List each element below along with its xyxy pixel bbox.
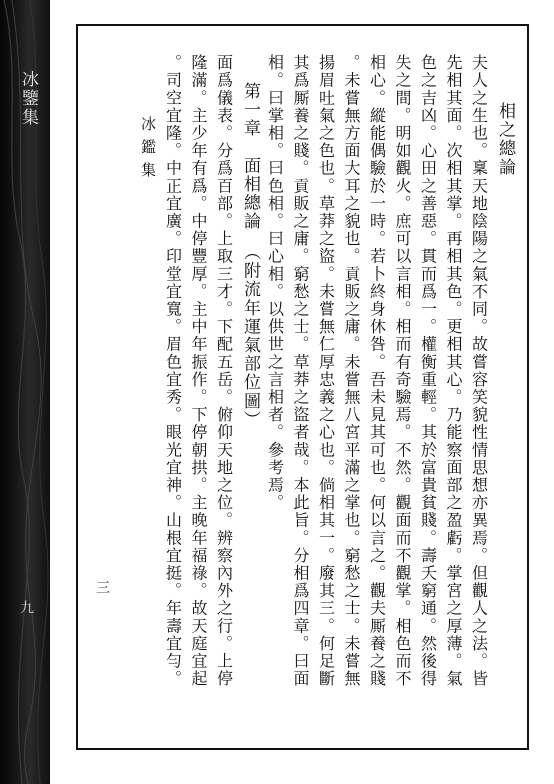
book-spine-edge — [0, 0, 50, 784]
chapter-title — [237, 54, 263, 726]
text-column: 先相其面。次相其掌。再相其色。更相其心。乃能察面部之盈虧。掌宮之厚薄。氣 — [444, 54, 463, 688]
text-column: 揚眉吐氣之色也。草莽之盜。未嘗無仁厚忠義之心也。倘相其一。廢其三。何足斷 — [316, 54, 336, 688]
text-column: 。未嘗無方面大耳之貌也。貢販之庸。未嘗無八宮平滿之掌也。窮愁之士。未嘗無 — [342, 54, 361, 688]
text-column: 其爲厮養之賤。貢販之庸。窮愁之士。草莽之盜者哉。本此旨。分相爲四章。曰面 — [291, 54, 310, 688]
chapter-subtitle: （附流年運氣部位圖） — [240, 242, 260, 429]
page-body — [92, 54, 517, 726]
page-number: 三 — [94, 580, 110, 594]
text-column: 相。曰掌相。曰色相。曰心相。以供世之言相者。參考焉。 — [265, 54, 285, 512]
spine-title: 冰鑒集 — [18, 70, 38, 127]
section-title: 相之總論 — [495, 102, 515, 177]
spine-page-number: 九 — [18, 600, 34, 614]
text-column: 失之間。明如觀火。庶可以言相。相而有奇驗焉。不然。觀面而不觀掌。相色而不 — [393, 54, 412, 688]
page-footer-title: 冰鑑集 — [139, 116, 157, 185]
text-column: 夫人之生也。稟天地陰陽之氣不同。故嘗容笑貌性情思想亦異焉。但觀人之法。皆 — [469, 54, 489, 688]
text-column: 隆滿。主少年有爲。中停豐厚。主中年振作。下停朝拱。主晚年福祿。故天庭宜起 — [189, 54, 208, 688]
text-column: 色之吉凶。心田之善惡。貫而爲一。權衡重輕。其於富貴貧賤。壽夭窮通。然後得 — [418, 54, 438, 688]
text-column: 相心。縱能偶驗於一時。若卜終身休咎。吾未見其可也。何以言之。觀夫厮養之賤 — [367, 54, 387, 688]
text-column: 面爲儀表。分爲百部。上取三才。下配五岳。俯仰天地之位。辨察內外之行。上停 — [214, 54, 234, 688]
chapter-title-text: 第一章 面相總論 — [240, 82, 260, 231]
text-column: 。司空宜隆。中正宜廣。印堂宜寬。眉色宜秀。眼光宜神。山根宜挺。年壽宜勻。 — [163, 54, 183, 688]
